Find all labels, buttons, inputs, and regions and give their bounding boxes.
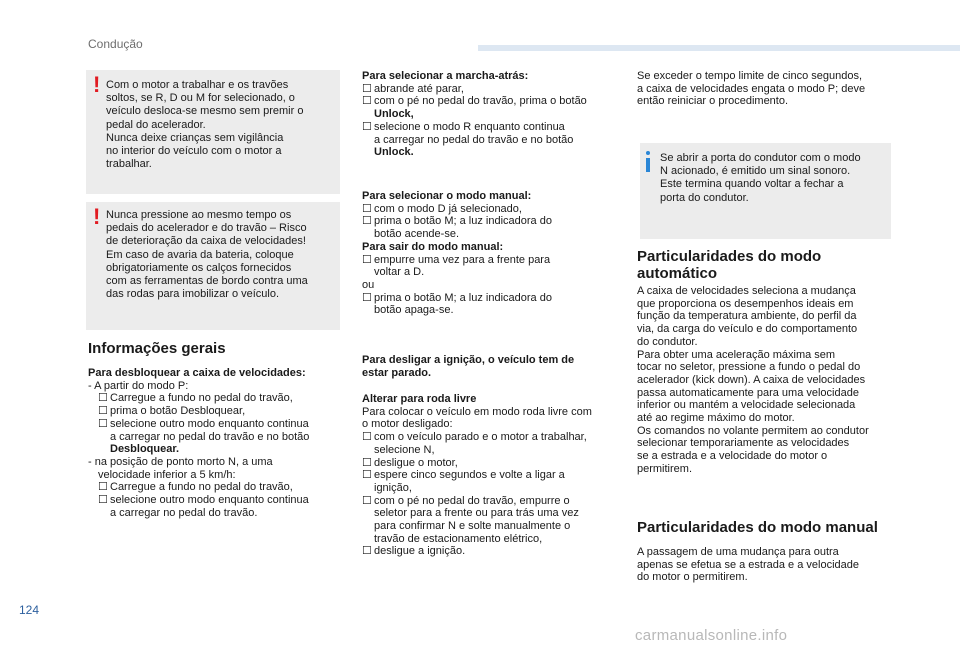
freewheel-intro: o motor desligado: bbox=[362, 418, 453, 431]
dash-item: - na posição de ponto morto N, a uma bbox=[88, 455, 273, 468]
warning-line: soltos, se R, D ou M for selecionado, o bbox=[106, 92, 295, 105]
warning-line: das rodas para imobilizar o veículo. bbox=[106, 288, 280, 301]
paragraph-line: se a estrada e a velocidade do motor o bbox=[637, 450, 828, 463]
list-item: desligue o motor, bbox=[374, 456, 458, 469]
unlock-title: Para desbloquear a caixa de velocidades: bbox=[88, 367, 306, 379]
paragraph-line: tocar no seletor, pressione a fundo o pedal do bbox=[637, 361, 861, 374]
heading-line: automático bbox=[637, 265, 718, 282]
heading-line: Particularidades do modo bbox=[637, 248, 822, 265]
ignition-note bbox=[362, 354, 620, 379]
list-item-cont: a carregar no pedal do travão e no botão bbox=[374, 133, 574, 146]
list-item-cont: selecione N, bbox=[374, 443, 435, 456]
list-item-cont: Unlock. bbox=[374, 146, 414, 159]
list-item: prima o botão M; a luz indicadora do bbox=[374, 215, 552, 228]
list-item-cont: Desbloquear. bbox=[110, 443, 180, 456]
heading-manual-mode: Particularidades do modo manual bbox=[637, 519, 878, 536]
list-item-cont: seletor para a frente ou para trás uma vez bbox=[374, 507, 579, 520]
warning-line: veículo desloca-se mesmo sem premir o bbox=[106, 105, 304, 118]
paragraph-line: a caixa de velocidades engata o modo P; deve bbox=[637, 82, 866, 95]
paragraph-line: Os comandos no volante permitem ao condutor bbox=[637, 424, 869, 437]
warning-line: Com o motor a trabalhar e os travões bbox=[106, 79, 289, 91]
checkbox-bullet-icon: ☐ bbox=[362, 95, 372, 108]
checkbox-bullet-icon: ☐ bbox=[362, 291, 372, 304]
manual-select-section bbox=[362, 190, 620, 317]
warning-line: pedais do acelerador e do travão – Risco bbox=[106, 222, 307, 235]
checkbox-bullet-icon: ☐ bbox=[98, 405, 108, 418]
paragraph-line: A caixa de velocidades seleciona a mudança bbox=[637, 285, 856, 297]
reverse-section bbox=[362, 70, 620, 159]
page-number: 124 bbox=[19, 603, 40, 617]
list-item-cont: para confirmar N e solte manualmente o bbox=[374, 520, 571, 533]
checkbox-bullet-icon: ☐ bbox=[98, 392, 108, 405]
freewheel-title: Alterar para roda livre bbox=[362, 393, 477, 405]
freewheel-intro: Para colocar o veículo em modo roda livre com bbox=[362, 405, 592, 418]
list-item-cont: ignição, bbox=[374, 481, 412, 494]
list-item-cont: a carregar no pedal do travão. bbox=[110, 506, 258, 519]
warning-line: de deterioração da caixa de velocidades! bbox=[106, 235, 306, 248]
checkbox-bullet-icon: ☐ bbox=[362, 215, 372, 228]
list-item: empurre uma vez para a frente para bbox=[374, 253, 551, 266]
warning-box-2 bbox=[86, 202, 340, 330]
paragraph-line: até ao regime máximo do motor. bbox=[637, 412, 795, 425]
paragraph-line: do condutor. bbox=[637, 335, 698, 348]
timeout-paragraph bbox=[637, 70, 897, 108]
section-label: Condução bbox=[88, 37, 143, 51]
exclamation-warning-icon: ! bbox=[93, 204, 101, 229]
checkbox-bullet-icon: ☐ bbox=[98, 494, 108, 507]
list-item-cont: Unlock, bbox=[374, 108, 414, 121]
dash-item: - A partir do modo P: bbox=[88, 379, 189, 392]
checkbox-bullet-icon: ☐ bbox=[362, 253, 372, 266]
checkbox-bullet-icon: ☐ bbox=[362, 494, 372, 507]
paragraph-line: permitirem. bbox=[637, 462, 693, 475]
heading-auto-mode bbox=[637, 248, 821, 282]
warning-line: pedal do acelerador. bbox=[106, 118, 206, 131]
dash-item-cont: velocidade inferior a 5 km/h: bbox=[98, 468, 236, 481]
paragraph-line: selecionar temporariamente as velocidades bbox=[637, 437, 850, 450]
paragraph-line: apenas se efetua se a estrada e a velocidade bbox=[637, 558, 859, 571]
warning-line: trabalhar. bbox=[106, 158, 152, 171]
list-item: com o pé no pedal do travão, empurre o bbox=[374, 494, 570, 507]
paragraph-line: passa automaticamente para uma velocidade bbox=[637, 386, 859, 399]
info-line: N acionado, é emitido um sinal sonoro. bbox=[660, 165, 851, 178]
list-item: selecione outro modo enquanto continua bbox=[110, 417, 309, 430]
info-icon bbox=[646, 151, 650, 173]
watermark: carmanualsonline.info bbox=[635, 627, 788, 644]
list-item-cont: a carregar no pedal do travão e no botão bbox=[110, 430, 310, 443]
warning-line: Nunca pressione ao mesmo tempo os bbox=[106, 209, 292, 221]
checkbox-bullet-icon: ☐ bbox=[362, 545, 372, 558]
freewheel-section bbox=[362, 393, 620, 558]
info-line: Este termina quando voltar a fechar a bbox=[660, 178, 844, 191]
or-text: ou bbox=[362, 278, 375, 291]
auto-mode-text bbox=[637, 285, 899, 476]
paragraph-line: função da temperatura ambiente, do perfil da bbox=[637, 310, 857, 323]
list-item: selecione outro modo enquanto continua bbox=[110, 494, 309, 507]
info-line: porta do condutor. bbox=[660, 191, 749, 204]
paragraph-line: Para obter uma aceleração máxima sem bbox=[637, 348, 836, 361]
paragraph-line: que proporciona os desempenhos ideais em bbox=[637, 297, 854, 310]
list-item-cont: botão apaga-se. bbox=[374, 304, 454, 317]
warning-box-1 bbox=[86, 70, 340, 194]
checkbox-bullet-icon: ☐ bbox=[362, 120, 372, 133]
checkbox-bullet-icon: ☐ bbox=[98, 417, 108, 430]
info-box bbox=[640, 143, 891, 239]
list-item: com o pé no pedal do travão, prima o botão bbox=[374, 95, 587, 108]
info-line: Se abrir a porta do condutor com o modo bbox=[660, 152, 861, 164]
manual-mode-text bbox=[637, 546, 899, 584]
warning-line: Nunca deixe crianças sem vigilância bbox=[106, 131, 284, 144]
exit-title: Para sair do modo manual: bbox=[362, 240, 504, 253]
list-item: com o modo D já selecionado, bbox=[374, 202, 522, 215]
reverse-title: Para selecionar a marcha-atrás: bbox=[362, 70, 529, 82]
checkbox-bullet-icon: ☐ bbox=[362, 469, 372, 482]
paragraph-line: A passagem de uma mudança para outra bbox=[637, 546, 839, 558]
warning-line: Em caso de avaria da bateria, coloque bbox=[106, 248, 294, 261]
list-item-cont: botão acende-se. bbox=[374, 228, 460, 241]
checkbox-bullet-icon: ☐ bbox=[362, 202, 372, 215]
warning-line: no interior do veículo com o motor a bbox=[106, 145, 282, 158]
list-item: prima o botão Desbloquear, bbox=[110, 405, 246, 418]
unlock-section bbox=[88, 367, 344, 519]
ignition-line: Para desligar a ignição, o veículo tem de bbox=[362, 354, 575, 366]
paragraph-line: via, da carga do veículo e do comportamento bbox=[637, 323, 858, 336]
paragraph-line: então reiniciar o procedimento. bbox=[637, 95, 789, 108]
list-item: espere cinco segundos e volte a ligar a bbox=[374, 469, 565, 482]
paragraph-line: acelerador (kick down). A caixa de velocidades bbox=[637, 373, 866, 386]
list-item-cont: travão de estacionamento elétrico, bbox=[374, 532, 543, 545]
list-item: desligue a ignição. bbox=[374, 545, 466, 558]
checkbox-bullet-icon: ☐ bbox=[362, 431, 372, 444]
warning-line: obrigatoriamente os calços fornecidos bbox=[106, 261, 292, 274]
ignition-line: estar parado. bbox=[362, 366, 432, 379]
list-item: prima o botão M; a luz indicadora do bbox=[374, 291, 552, 304]
header-bar bbox=[478, 45, 960, 51]
list-item: Carregue a fundo no pedal do travão, bbox=[110, 392, 293, 405]
paragraph-line: Se exceder o tempo limite de cinco segundos, bbox=[637, 70, 863, 82]
heading-general-info: Informações gerais bbox=[88, 340, 226, 357]
checkbox-bullet-icon: ☐ bbox=[362, 456, 372, 469]
manual-title: Para selecionar o modo manual: bbox=[362, 190, 532, 202]
list-item-cont: voltar a D. bbox=[374, 266, 425, 279]
list-item: Carregue a fundo no pedal do travão, bbox=[110, 481, 293, 494]
list-item: com o veículo parado e o motor a trabalhar, bbox=[374, 431, 587, 444]
list-item: abrande até parar, bbox=[374, 82, 464, 95]
paragraph-line: do motor o permitirem. bbox=[637, 571, 748, 584]
list-item: selecione o modo R enquanto continua bbox=[374, 120, 565, 133]
checkbox-bullet-icon: ☐ bbox=[98, 481, 108, 494]
checkbox-bullet-icon: ☐ bbox=[362, 82, 372, 95]
exclamation-warning-icon: ! bbox=[93, 72, 101, 97]
warning-line: com as ferramentas de bordo contra uma bbox=[106, 275, 308, 288]
paragraph-line: inferior ou mantém a velocidade selecionada bbox=[637, 399, 856, 412]
